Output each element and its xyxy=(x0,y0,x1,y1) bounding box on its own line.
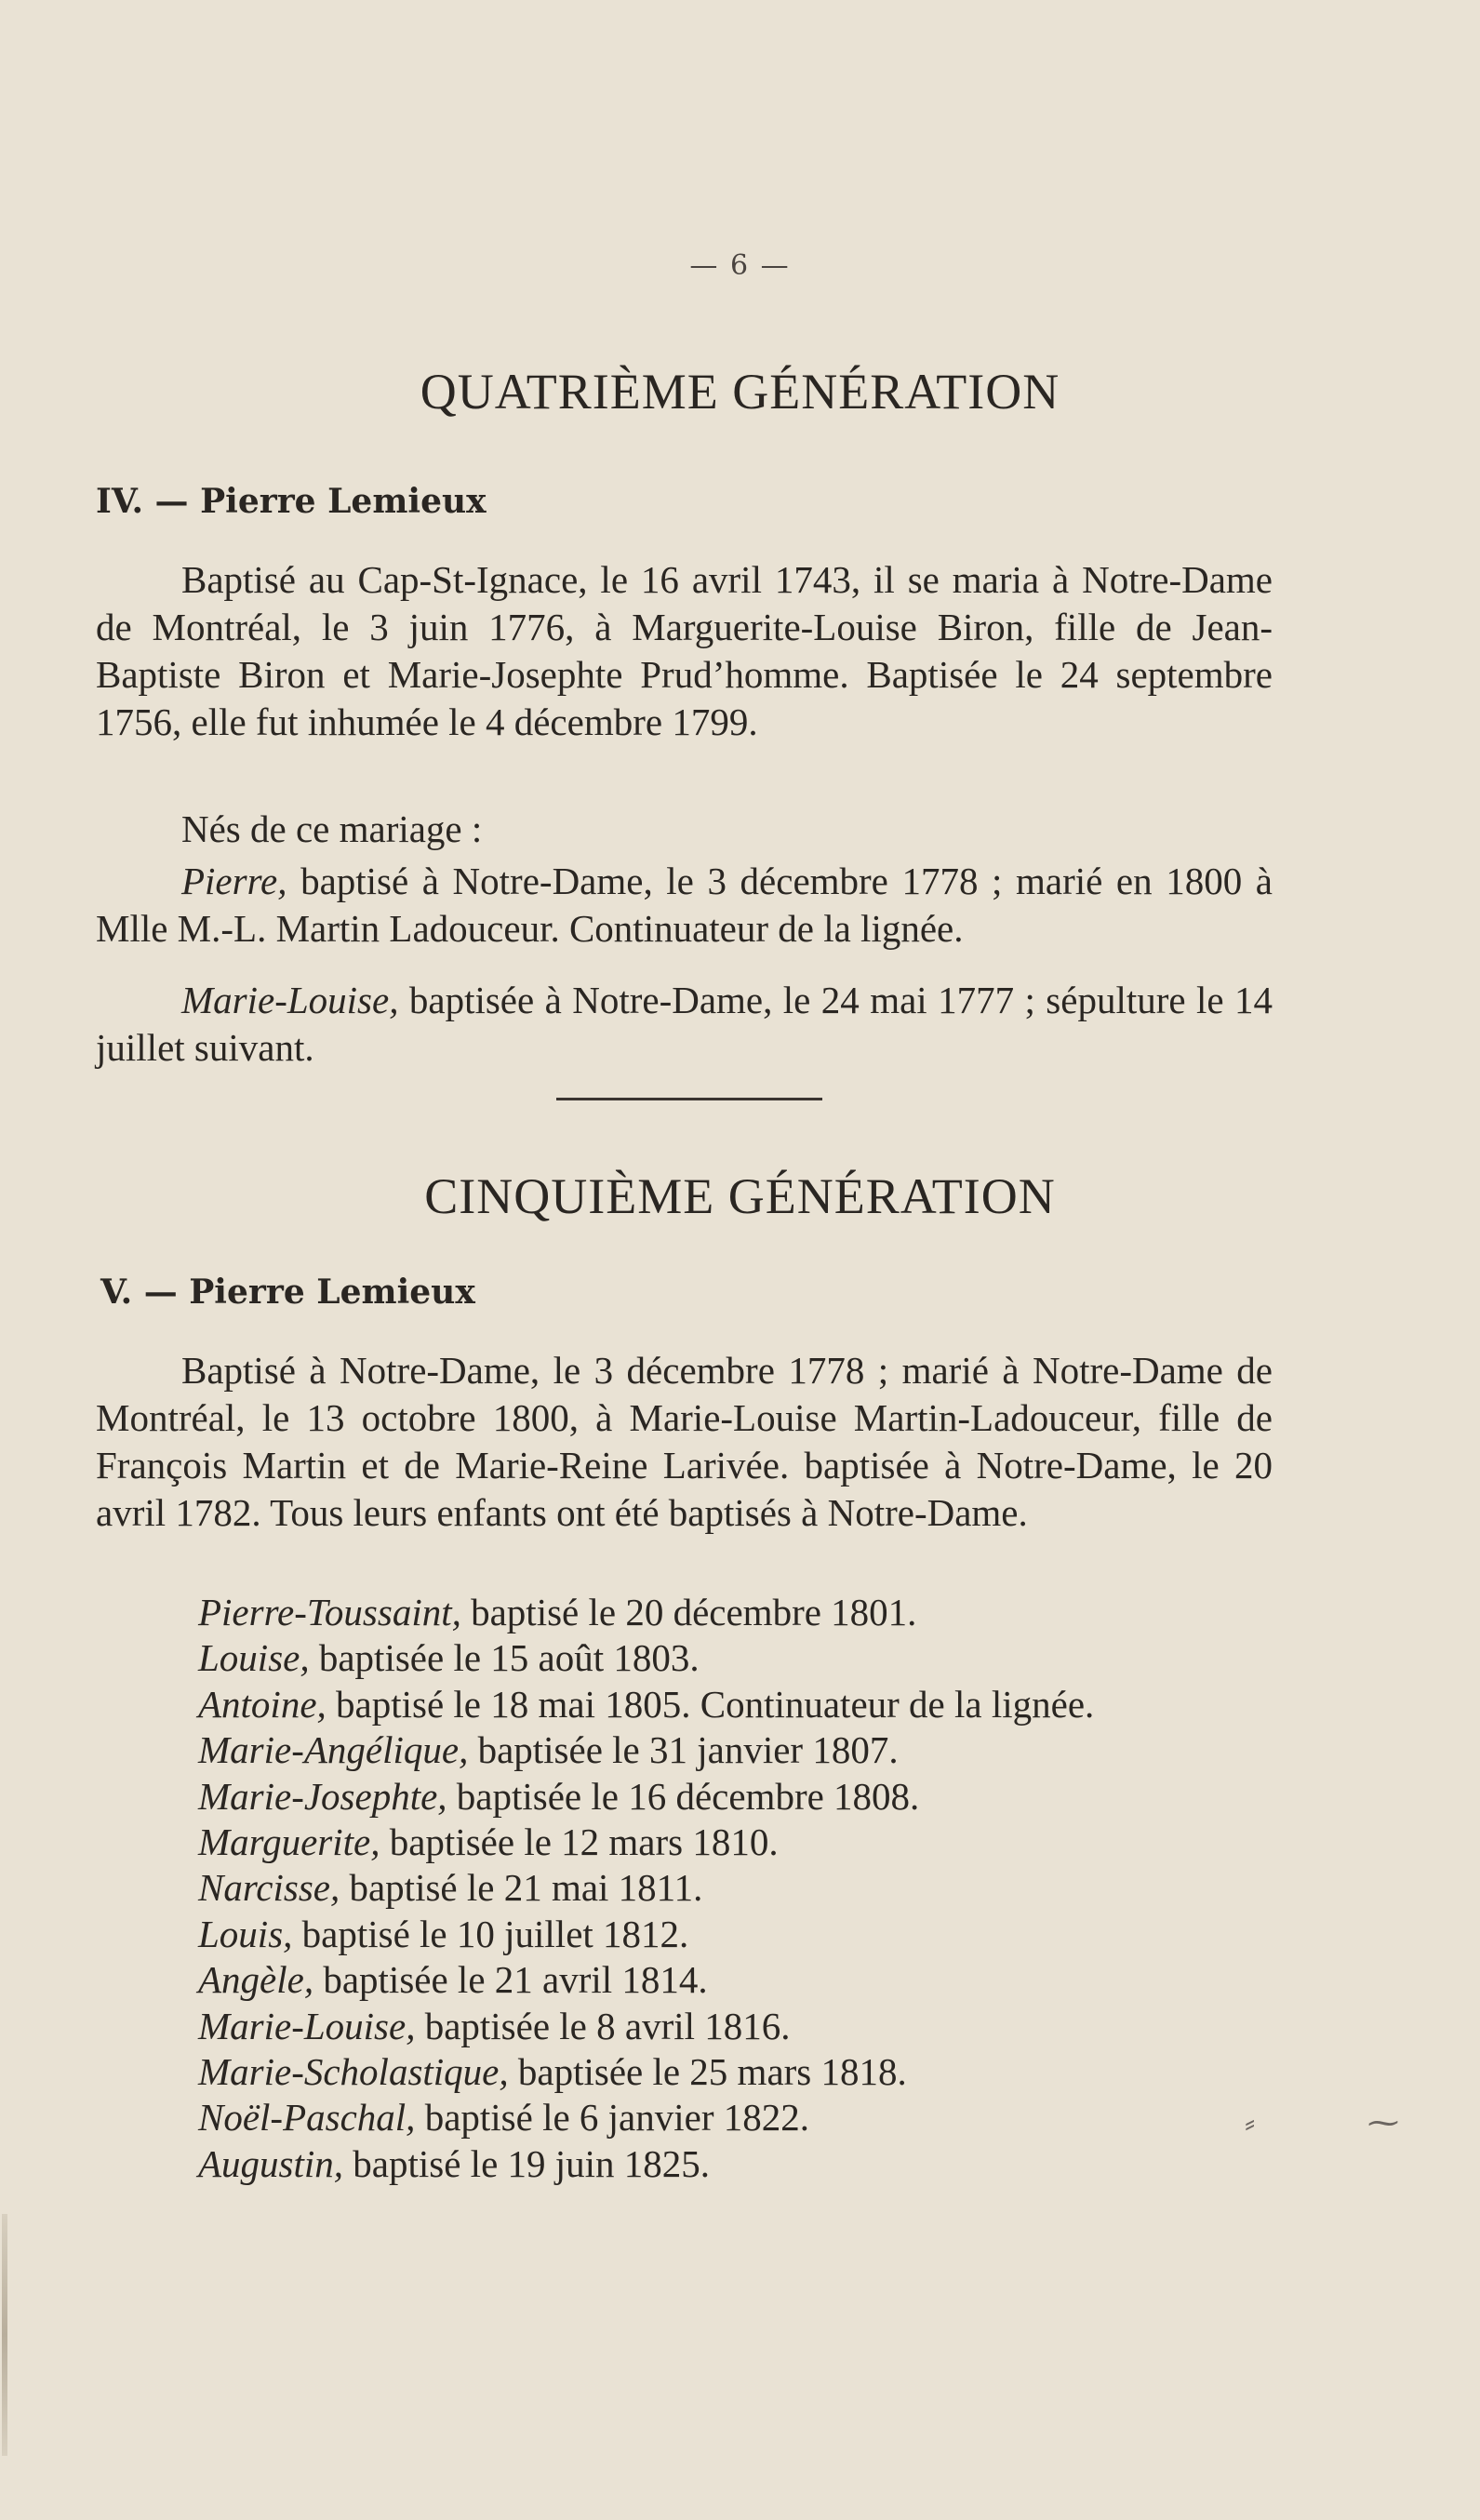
child-name: Noël-Paschal, xyxy=(198,2096,416,2140)
page-edge-shadow xyxy=(2,2214,7,2456)
gen4-title: QUATRIÈME GÉNÉRATION xyxy=(420,364,1060,420)
gen5-title: CINQUIÈME GÉNÉRATION xyxy=(424,1168,1056,1224)
child-details: baptisé le 10 juillet 1812. xyxy=(292,1912,689,1955)
child-details: baptisé le 18 mai 1805. Continuateur de la lignée. xyxy=(326,1682,1095,1726)
child-details: baptisée le 16 décembre 1808. xyxy=(447,1774,920,1818)
list-item xyxy=(198,2004,1094,2049)
child-name: Angèle, xyxy=(198,1958,314,2002)
child-name: Marie-Angélique, xyxy=(198,1728,469,1772)
child-details: baptisée à Notre-Dame, le 24 mai 1777 ; sépulture le 14 juillet suivant. xyxy=(96,979,1273,1069)
gen4-child-entry xyxy=(96,858,1273,953)
child-name: Marie-Louise, xyxy=(181,979,399,1021)
child-name: Pierre, xyxy=(181,860,287,902)
child-details: baptisé à Notre-Dame, le 3 décembre 1778 ; marié en 1800 à Mlle M.-L. Martin Ladouceur. Continuateur de la lignée. xyxy=(96,860,1273,950)
child-details: baptisé le 20 décembre 1801. xyxy=(460,1591,917,1633)
list-item xyxy=(198,2049,1094,2095)
gen4-child-entry xyxy=(96,977,1273,1072)
list-item xyxy=(198,1957,1094,2003)
gen4-children-intro: Nés de ce mariage : xyxy=(181,807,483,850)
child-name: Marguerite, xyxy=(198,1820,380,1864)
child-details: baptisée le 15 août 1803. xyxy=(309,1636,700,1680)
list-item xyxy=(198,1590,1094,1635)
child-name: Marie-Scholastique, xyxy=(198,2050,509,2094)
child-details: baptisée le 25 mars 1818. xyxy=(508,2050,907,2094)
list-item xyxy=(198,1865,1094,1911)
child-name: Marie-Louise, xyxy=(198,2004,416,2047)
child-name: Antoine, xyxy=(198,1682,327,1726)
child-name: Narcisse, xyxy=(198,1866,340,1910)
child-name: Pierre-Toussaint, xyxy=(198,1591,461,1633)
child-details: baptisé le 21 mai 1811. xyxy=(340,1866,703,1910)
list-item xyxy=(198,1820,1094,1865)
gen5-person-heading: V. — Pierre Lemieux xyxy=(100,1273,475,1312)
child-details: baptisée le 8 avril 1816. xyxy=(415,2004,791,2047)
list-item xyxy=(198,1774,1094,1820)
child-name: Augustin, xyxy=(198,2141,344,2185)
gen4-paragraph: Baptisé au Cap-St-Ignace, le 16 avril 1743, il se maria à Notre-Dame de Montréal, le 3 juin 1776, à Marguerite-Louise Biron, fille de Jean-Baptiste Biron et Marie-Josephte Prud’homme. Baptisée le 24 septembre 1756, elle fut inhumée le 4 décembre 1799. xyxy=(96,558,1273,743)
list-item xyxy=(198,2095,1094,2140)
list-item xyxy=(198,1635,1094,1681)
page-number: — 6 — xyxy=(689,249,791,282)
list-item xyxy=(198,1682,1094,1727)
section-divider xyxy=(556,1098,822,1100)
child-details: baptisée le 21 avril 1814. xyxy=(313,1958,708,2002)
child-name: Louise, xyxy=(198,1636,310,1680)
child-details: baptisé le 19 juin 1825. xyxy=(343,2141,711,2185)
list-item xyxy=(198,1727,1094,1773)
gen4-person-heading: IV. — Pierre Lemieux xyxy=(96,482,487,521)
child-details: baptisée le 12 mars 1810. xyxy=(380,1820,779,1864)
child-details: baptisé le 6 janvier 1822. xyxy=(415,2096,809,2140)
list-item xyxy=(198,1912,1094,1957)
gen5-paragraph: Baptisé à Notre-Dame, le 3 décembre 1778 ; marié à Notre-Dame de Montréal, le 13 octobre 1800, à Marie-Louise Martin-Ladouceur, fille de François Martin et de Marie-Reine Larivée. baptisée à Notre-Dame, le 20 avril 1782. Tous leurs enfants ont été baptisés à Notre-Dame. xyxy=(96,1349,1273,1534)
child-details: baptisée le 31 janvier 1807. xyxy=(468,1728,899,1772)
child-name: Marie-Josephte, xyxy=(198,1774,447,1818)
child-name: Louis, xyxy=(198,1912,293,1955)
list-item xyxy=(198,2141,1094,2187)
ink-smudge: ⁓ xyxy=(1367,2104,1399,2141)
ink-smudge: ⸗ xyxy=(1245,2104,1256,2141)
gen5-children-list xyxy=(198,1590,1094,2187)
